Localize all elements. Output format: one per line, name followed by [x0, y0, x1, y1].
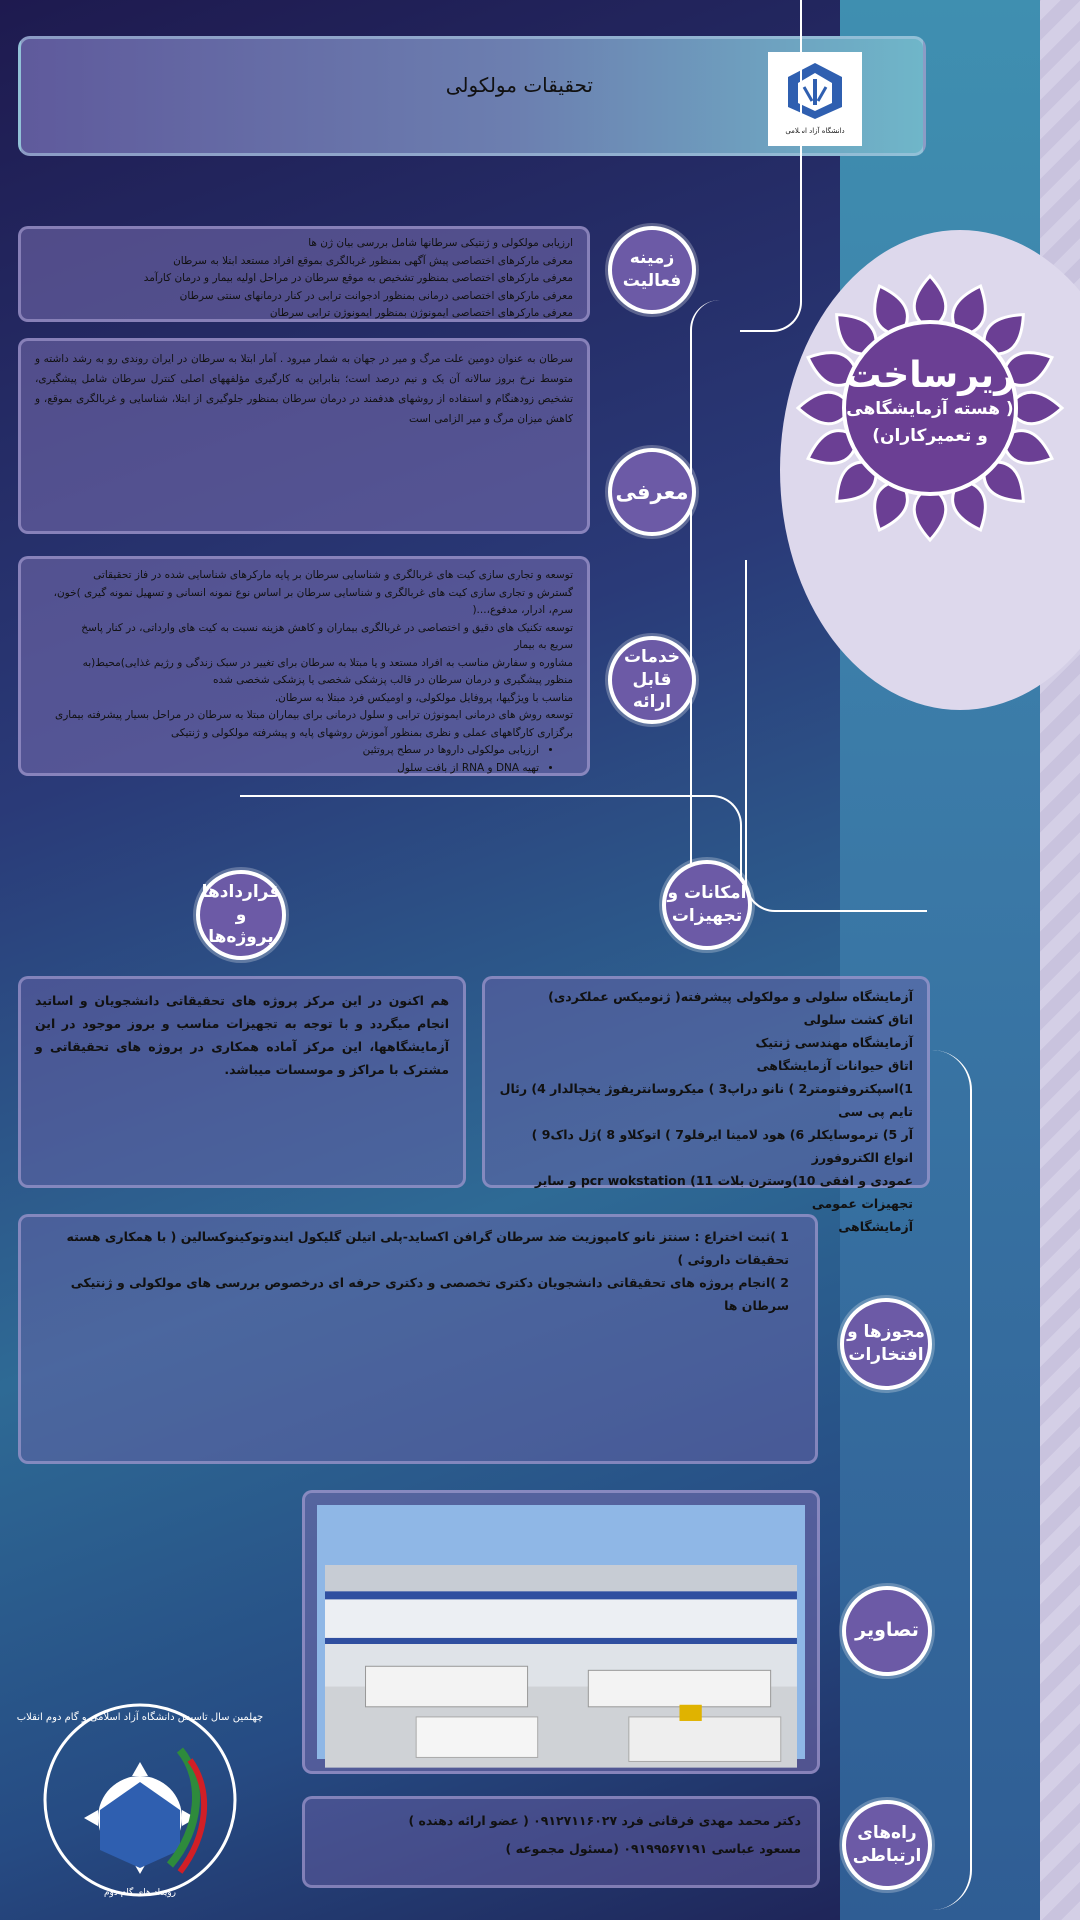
lab-photo-background: [317, 1505, 805, 1759]
hero-title-block: [800, 355, 1060, 450]
anniversary-bottom-text: رویداد های گام دوم: [103, 1888, 177, 1898]
lab-photo: [325, 1565, 797, 1768]
field-line: ارزیابی مولکولی و ژنتیکی سرطانها شامل بررسی بیان ژن ها: [308, 237, 573, 249]
contact-line: مسعود عباسی ۰۹۱۹۹۵۶۷۱۹۱ (مسئول مجموعه ): [505, 1841, 801, 1856]
equipment-line: عمودی و افقی 10)وسترن بلات 11) pcr wokstation و سایر تجهیزات عمومی: [534, 1173, 913, 1211]
equipment-line: آزمایشگاه مهندسی ژنتیک: [755, 1035, 913, 1050]
intro-text: سرطان به عنوان دومین علت مرگ و میر در جهان به شمار میرود . آمار ابتلا به سرطان در ایران روندی رو به رشد داشته و متوسط نرخ بروز سالانه آن یک و نیم درصد است؛ بنابراین به کارگیری مؤلفههای اصلی کنترل سرطان شامل پیشگیری، تشخیص زودهنگام و استفاده از روشهای هدفمند در درمان سرطان بمنظور جلوگیری از ابتلا، شناسایی و غربالگری بموقع، و کاهش میزان مرگ و میر الزامی است: [35, 353, 573, 425]
hero-subtitle-2: و تعمیرکاران): [872, 426, 988, 446]
services-line: مناسب با ویژگیها، پروفایل مولکولی، و اومیکس فرد مبتلا به سرطان.: [274, 691, 573, 704]
field-line: معرفی مارکرهای اختصاصی درمانی بمنظور ادجوانت ترابی در کنار درمانهای سنتی سرطان: [179, 289, 573, 302]
services-bullet: • ارزیابی مولکولی داروها در سطح پروتئین: [35, 742, 539, 760]
equipment-line: اتاق کشت سلولی: [803, 1012, 913, 1027]
field-line: معرفی مارکرهای اختصاصی پیش آگهی بمنظور غربالگری بموقع افراد مستعد ابتلا به سرطان: [173, 254, 573, 267]
services-line: توسعه تکنیک های دقیق و اختصاصی در غربالگری بیماران و کاهش هزینه نسبت به کیت های وارداتی، در کنار پاسخ: [81, 621, 573, 634]
equipment-line: آزمایشگاهی: [838, 1219, 913, 1234]
services-line: سرم، ادرار، مدفوع،...(: [472, 604, 573, 616]
label-licenses-honors: مجوزها و افتخارات: [840, 1298, 932, 1390]
intro-panel: [18, 338, 590, 534]
licenses-panel: [18, 1214, 818, 1464]
page-title: تحقیقات مولکولی: [445, 73, 593, 97]
label-contact: راه‌های ارتباطی: [842, 1800, 932, 1890]
anniversary-arc-text: چهلمین سال تاسیس دانشگاه آزاد اسلامی و گام دوم انقلاب: [16, 1712, 264, 1723]
contact-line: دکتر محمد مهدی فرقانی فرد ۰۹۱۲۷۱۱۶۰۲۷ ( عضو ارائه دهنده ): [408, 1813, 801, 1828]
connector-wire: [745, 560, 927, 912]
hero-subtitle-1: ( هسته آزمایشگاهی: [846, 399, 1014, 419]
label-introduction: معرفی: [608, 448, 696, 536]
services-bullets: [35, 742, 573, 777]
anniversary-logo: [16, 1690, 264, 1910]
label-images: تصاویر: [842, 1586, 932, 1676]
license-item: 2 )انجام پروژه های تحقیقاتی دانشجویان دکتری تخصصی و دکتری حرفه ای درخصوص بررسی های مولکولی و ژنتیکی سرطان ها: [70, 1275, 789, 1313]
services-line: گسترش و تجاری سازی کیت های غربالگری و شناسایی سرطان بر اساس نوع نمونه انسانی و تسهیل نمونه گیری )خون،: [53, 586, 573, 599]
contracts-panel: [18, 976, 466, 1188]
label-equipment: امکانات و تجهیزات: [662, 860, 752, 950]
logo-caption: دانشگاه آزاد اسلامی: [785, 127, 845, 135]
equipment-line: 1)اسپکتروفتومتر2 ) نانو دراپ3 ) میکروسانتریفوژ یخچالدار 4) رئال تایم پی سی: [499, 1081, 913, 1119]
contact-panel: [302, 1796, 820, 1888]
services-bullet: • تهیه DNA و RNA از بافت سلول: [35, 760, 539, 778]
hero-title: زیرساخت: [845, 355, 1015, 396]
services-line: مشاوره و سفارش مناسب به افراد مستعد و یا مبتلا به سرطان برای تغییر در سبک زندگی و رژیم غذایی)محیط(به: [82, 656, 573, 669]
contracts-text: هم اکنون در این مرکز پروژه های تحقیقاتی دانشجویان و اساتید انجام میگردد و با توجه به تجهیزات مناسب و بروز موجود در این آزمایشگاهها، این مرکز آماده همکاری در پروژه های تحقیقاتی و مشترک با مراکز و موسسات میباشد.: [35, 993, 449, 1077]
label-contracts-projects: قراردادها و پروژه‌ها: [196, 870, 286, 960]
equipment-panel: [482, 976, 930, 1234]
services-line: سریع به بیمار: [514, 639, 573, 651]
field-line: معرفی مارکرهای اختصاصی بمنظور تشخیص به موقع سرطان در مراحل اولیه بیمار و درمان کارآمد: [143, 272, 573, 284]
equipment-line: آزمایشگاه سلولی و مولکولی پیشرفته( ژنومیکس عملکردی): [548, 989, 913, 1004]
label-field-of-activity: زمینه فعالیت: [608, 226, 696, 314]
lab-photo-frame: [302, 1490, 820, 1774]
services-line: توسعه و تجاری سازی کیت های غربالگری و شناسایی سرطان بر پایه مارکرهای شناسایی شده در فاز تحقیقاتی: [93, 569, 573, 581]
services-panel: [18, 556, 590, 776]
field-line: معرفی مارکرهای اختصاصی ایمونوژن بمنظور ایمونوژن ترابی سرطان: [269, 307, 573, 319]
services-line: منظور پیشگیری و درمان سرطان در قالب پزشکی شخصی یا پزشکی شخصی شده: [213, 674, 573, 686]
equipment-line: اتاق حیوانات آزمایشگاهی: [756, 1058, 913, 1073]
equipment-line: آر 5) ترموسایکلر 6) هود لامینا ایرفلو7 ) اتوکلاو 8 )ژل داک9 ) انواع الکتروفورز: [531, 1127, 913, 1165]
services-line: برگزاری کارگاههای عملی و نظری بمنظور آموزش روشهای پایه و پیشرفته مولکولی و ژنتیکی: [170, 726, 573, 739]
services-line: توسعه روش های درمانی ایمونوژن ترابی و سلول درمانی برای بیماران مبتلا به سرطان در مراحل بسیار پیشرفته بیماری: [54, 709, 573, 721]
label-services: خدمات قابل ارائه: [608, 636, 696, 724]
field-panel: [18, 226, 590, 322]
license-item: 1 )ثبت اختراع : سنتز نانو کامپوزیت ضد سرطان گرافن اکساید-پلی اتیلن گلیکول ایندوتوکینوکسالین ( با همکاری هسته تحقیقات داروئی ): [66, 1229, 789, 1267]
